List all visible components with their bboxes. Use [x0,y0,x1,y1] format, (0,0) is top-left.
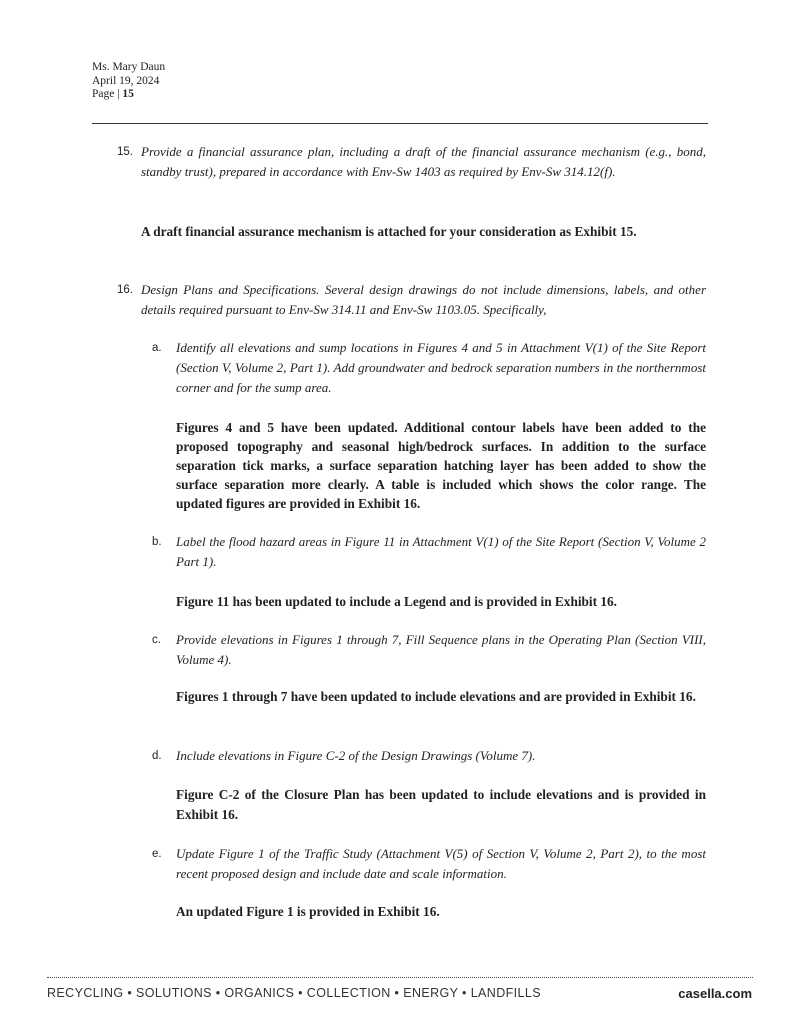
item-response: A draft financial assurance mechanism is attached for your consideration as Exhibit 15. [141,224,637,239]
recipient: Ms. Mary Daun [92,61,166,73]
item-number: 16. [117,284,133,296]
footer-divider [47,977,753,978]
subitem-response: Figures 1 through 7 have been updated to include elevations and are provided in Exhibit 16. [176,689,696,704]
item-number: 15. [117,146,133,158]
page-label: Page | [92,88,123,100]
subitem-response: Figure C-2 of the Closure Plan has been updated to include elevations and is provided in Exhibit 16. [176,787,706,822]
subitem-letter: b. [152,536,162,548]
subitem-letter: c. [152,634,161,646]
subitem-response: Figure 11 has been updated to include a Legend and is provided in Exhibit 16. [176,594,617,609]
subitem-letter: a. [152,342,162,354]
subitem-request: Label the flood hazard areas in Figure 11 in Attachment V(1) of the Site Report (Section V, Volume 2 Part 1). [176,534,706,569]
page-number: 15 [122,88,134,100]
subitem-letter: e. [152,848,162,860]
subitem-response: An updated Figure 1 is provided in Exhibit 16. [176,904,440,919]
item-request: Design Plans and Specifications. Several design drawings do not include dimensions, labels, and other details required pursuant to Env-Sw 314.11 and Env-Sw 1103.05. Specifically, [141,282,706,317]
footer-website[interactable]: casella.com [678,986,752,1001]
subitem-response: Figures 4 and 5 have been updated. Additional contour labels have been added to the proposed topography and seasonal high/bedrock surfaces. In addition to the surface separation tick marks, a surface separation hatching layer has been added to show the surface separation more clearly. A table is included which shows the color range. The updated figures are provided in Exhibit 16. [176,420,706,511]
footer-tagline: RECYCLING • SOLUTIONS • ORGANICS • COLLECTION • ENERGY • LANDFILLS [47,986,541,1000]
subitem-request: Provide elevations in Figures 1 through 7, Fill Sequence plans in the Operating Plan (Section VIII, Volume 4). [176,632,706,667]
subitem-request: Update Figure 1 of the Traffic Study (Attachment V(5) of Section V, Volume 2, Part 2), to the most recent proposed design and include date and scale information. [176,846,706,881]
subitem-request: Identify all elevations and sump locations in Figures 4 and 5 in Attachment V(1) of the Site Report (Section V, Volume 2, Part 1). Add groundwater and bedrock separation numbers in the northernmost corner and for the sump area. [176,340,706,395]
item-request: Provide a financial assurance plan, including a draft of the financial assurance mechanism (e.g., bond, standby trust), prepared in accordance with Env-Sw 1403 as required by Env-Sw 314.12(f). [141,144,706,179]
page-header [92,61,165,102]
header-divider [92,123,708,124]
subitem-letter: d. [152,750,162,762]
subitem-request: Include elevations in Figure C-2 of the Design Drawings (Volume 7). [176,748,536,763]
letter-date: April 19, 2024 [92,74,160,87]
page-number-line [92,88,165,102]
